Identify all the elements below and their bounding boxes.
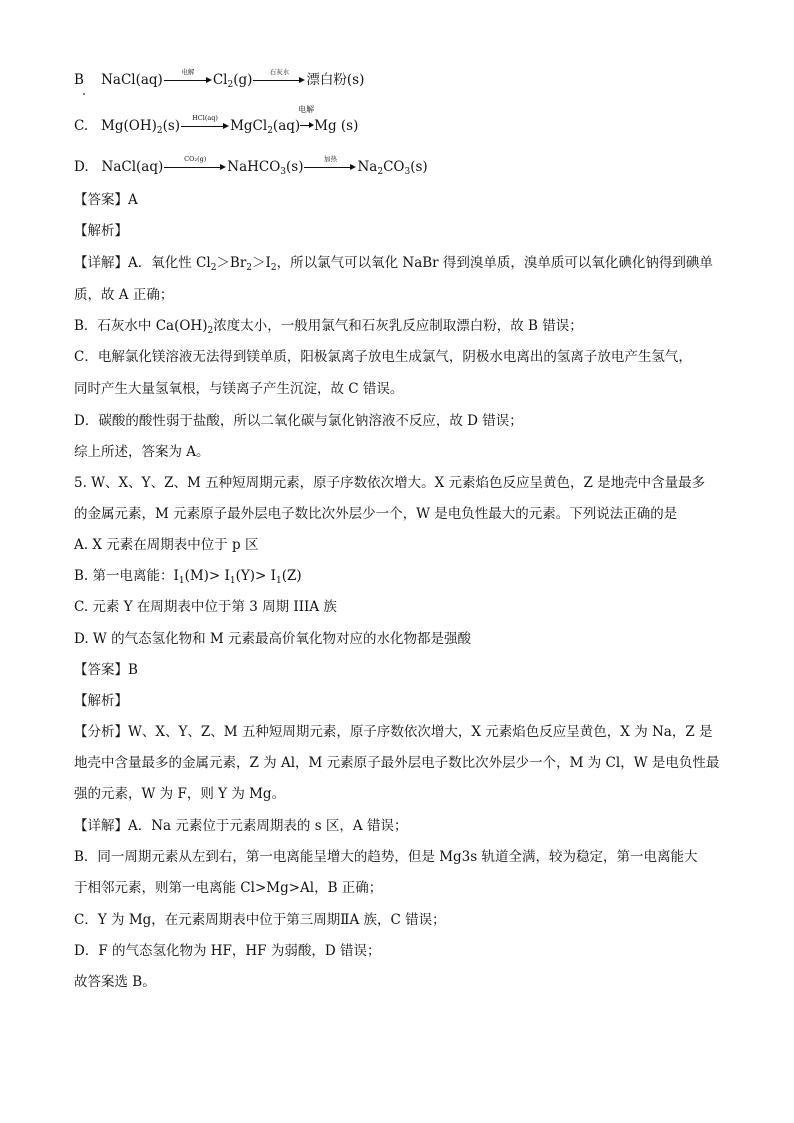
answer-value: A — [128, 192, 138, 208]
text: 浓度太小，一般用氯气和石灰乳反应制取漂白粉，故 B 错误； — [213, 318, 583, 334]
subscript: 2 — [227, 80, 234, 90]
subscript: 2 — [207, 326, 214, 336]
subscript: 2 — [267, 126, 273, 136]
product: 漂白粉(s) — [306, 72, 365, 88]
q5-detail-b1: B．同一周期元素从左到右，第一电离能呈增大的趋势，但是 Mg3s 轨道全满，较为稳定，第一电离能大 — [74, 849, 698, 865]
reaction-arrow-icon: HCl(aq) — [181, 115, 229, 133]
state-label: (s) — [286, 159, 304, 175]
q5-analysis-line2: 地壳中含量最多的金属元素，Z 为 Al，M 元素原子最外层电子数比次外层少一个，M 为 Cl，W 是电负性最 — [74, 755, 720, 771]
q4-detail-a — [74, 254, 713, 277]
subscript: 2 — [156, 126, 163, 136]
subscript: 1 — [178, 576, 185, 586]
q5-detail-a — [74, 817, 407, 835]
product: Na — [357, 159, 378, 175]
state-label: (s) — [410, 159, 428, 175]
q5-analysis-line1 — [74, 723, 713, 741]
reaction-arrow-icon: 电解 — [300, 114, 314, 132]
intermediate: Cl — [212, 72, 228, 88]
text: ＞I — [252, 255, 271, 271]
text: B. 第一电离能：I — [74, 568, 179, 584]
q4-detail-c2: 同时产生大量氢氧根，与镁离子产生沉淀，故 C 错误。 — [74, 381, 404, 397]
state-label: (s) — [162, 118, 181, 134]
option-letter: B — [74, 72, 84, 88]
answer-tag: 【答案】 — [74, 662, 128, 678]
q5-answer — [74, 661, 138, 679]
q4-analysis-tag: 【解析】 — [74, 223, 128, 239]
product: CO — [383, 159, 405, 175]
q4-detail-c1: C．电解氯化镁溶液无法得到镁单质，阳极氯离子放电生成氯气，阴极水电离出的氢离子放电产生氢气， — [74, 349, 692, 365]
option-letter: D. — [74, 159, 89, 175]
product: Mg (s) — [314, 118, 359, 134]
text: ＞Br — [216, 255, 247, 271]
text: (M)> I — [184, 568, 230, 584]
state-label: (g) — [233, 72, 253, 88]
reactant: Mg(OH) — [101, 118, 157, 134]
q5-option-d: D. W 的气态氢化物和 M 元素最高价氧化物对应的水化物都是强酸 — [74, 631, 471, 647]
option-letter: C. — [74, 118, 89, 134]
intermediate: MgCl — [230, 118, 268, 134]
subscript: 1 — [276, 576, 282, 586]
q5-stem-line2: 的金属元素，M 元素原子最外层电子数比次外层少一个，W 是电负性最大的元素。下列说法正确的是 — [74, 506, 678, 522]
q4-answer — [74, 191, 138, 209]
q5-analysis-tag: 【解析】 — [74, 693, 128, 709]
q4-detail-a-cont: 质，故 A 正确； — [74, 287, 174, 303]
q5-stem-line1: 5. W、X、Y、Z、M 五种短周期元素，原子序数依次增大。X 元素焰色反应呈黄色，Z 是地壳中含量最多 — [74, 475, 706, 491]
q5-conclusion: 故答案选 B。 — [74, 974, 156, 990]
text: B．石灰水中 Ca(OH) — [74, 318, 208, 334]
subscript: 2 — [210, 263, 217, 273]
reactant: NaCl(aq) — [101, 72, 163, 88]
q5-detail-b2: 于相邻元素，则第一电离能 Cl>Mg>Al，B 正确； — [74, 880, 383, 896]
detail-tag: 【详解】 — [74, 818, 128, 834]
reaction-arrow-icon: 石灰水 — [253, 69, 305, 87]
analysis-tag: 【分析】 — [74, 724, 128, 740]
intermediate: NaHCO — [227, 159, 281, 175]
text: (Y)> I — [235, 568, 276, 584]
answer-value: B — [128, 662, 138, 678]
q4-detail-b — [74, 317, 583, 340]
subscript: 3 — [404, 167, 411, 177]
subscript: 1 — [229, 576, 236, 586]
text: (Z) — [281, 568, 302, 584]
subscript: 2 — [377, 167, 384, 177]
q5-option-b — [74, 567, 302, 590]
stray-dot — [83, 93, 85, 95]
option-b-equation — [74, 69, 364, 94]
q5-detail-c: C．Y 为 Mg，在元素周期表中位于第三周期ⅡA 族，C 错误； — [74, 912, 446, 928]
reaction-arrow-icon: CO₂(g) — [164, 156, 226, 174]
answer-tag: 【答案】 — [74, 192, 128, 208]
q5-option-c: C. 元素 Y 在周期表中位于第 3 周期 IIIA 族 — [74, 599, 337, 615]
state-label: (aq) — [272, 118, 301, 134]
text: A．Na 元素位于元素周期表的 s 区，A 错误； — [128, 818, 408, 834]
subscript: 3 — [280, 167, 287, 177]
q5-analysis-line3: 强的元素，W 为 F，则 Y 为 Mg。 — [74, 786, 286, 802]
text: W、X、Y、Z、M 五种短周期元素，原子序数依次增大，X 元素焰色反应呈黄色，X 为 Na，Z 是 — [128, 724, 713, 740]
reactant: NaCl(aq) — [101, 159, 164, 175]
text: A．氧化性 Cl — [128, 255, 211, 271]
reaction-arrow-icon: 电解 — [164, 69, 212, 87]
q5-option-a: A. X 元素在周期表中位于 p 区 — [74, 537, 259, 553]
reaction-arrow-icon: 加热 — [304, 156, 356, 174]
q4-detail-d: D．碳酸的酸性弱于盐酸，所以二氧化碳与氯化钠溶液不反应，故 D 错误； — [74, 413, 523, 429]
subscript: 2 — [246, 263, 253, 273]
q5-detail-d: D．F 的气态氢化物为 HF，HF 为弱酸，D 错误； — [74, 943, 381, 959]
detail-tag: 【详解】 — [74, 255, 128, 271]
q4-summary: 综上所述，答案为 A。 — [74, 444, 210, 460]
option-c-equation — [74, 105, 359, 140]
option-d-equation — [74, 156, 428, 181]
text: ，所以氯气可以氧化 NaBr 得到溴单质，溴单质可以氧化碘化钠得到碘单 — [276, 255, 713, 271]
subscript: 2 — [270, 263, 277, 273]
